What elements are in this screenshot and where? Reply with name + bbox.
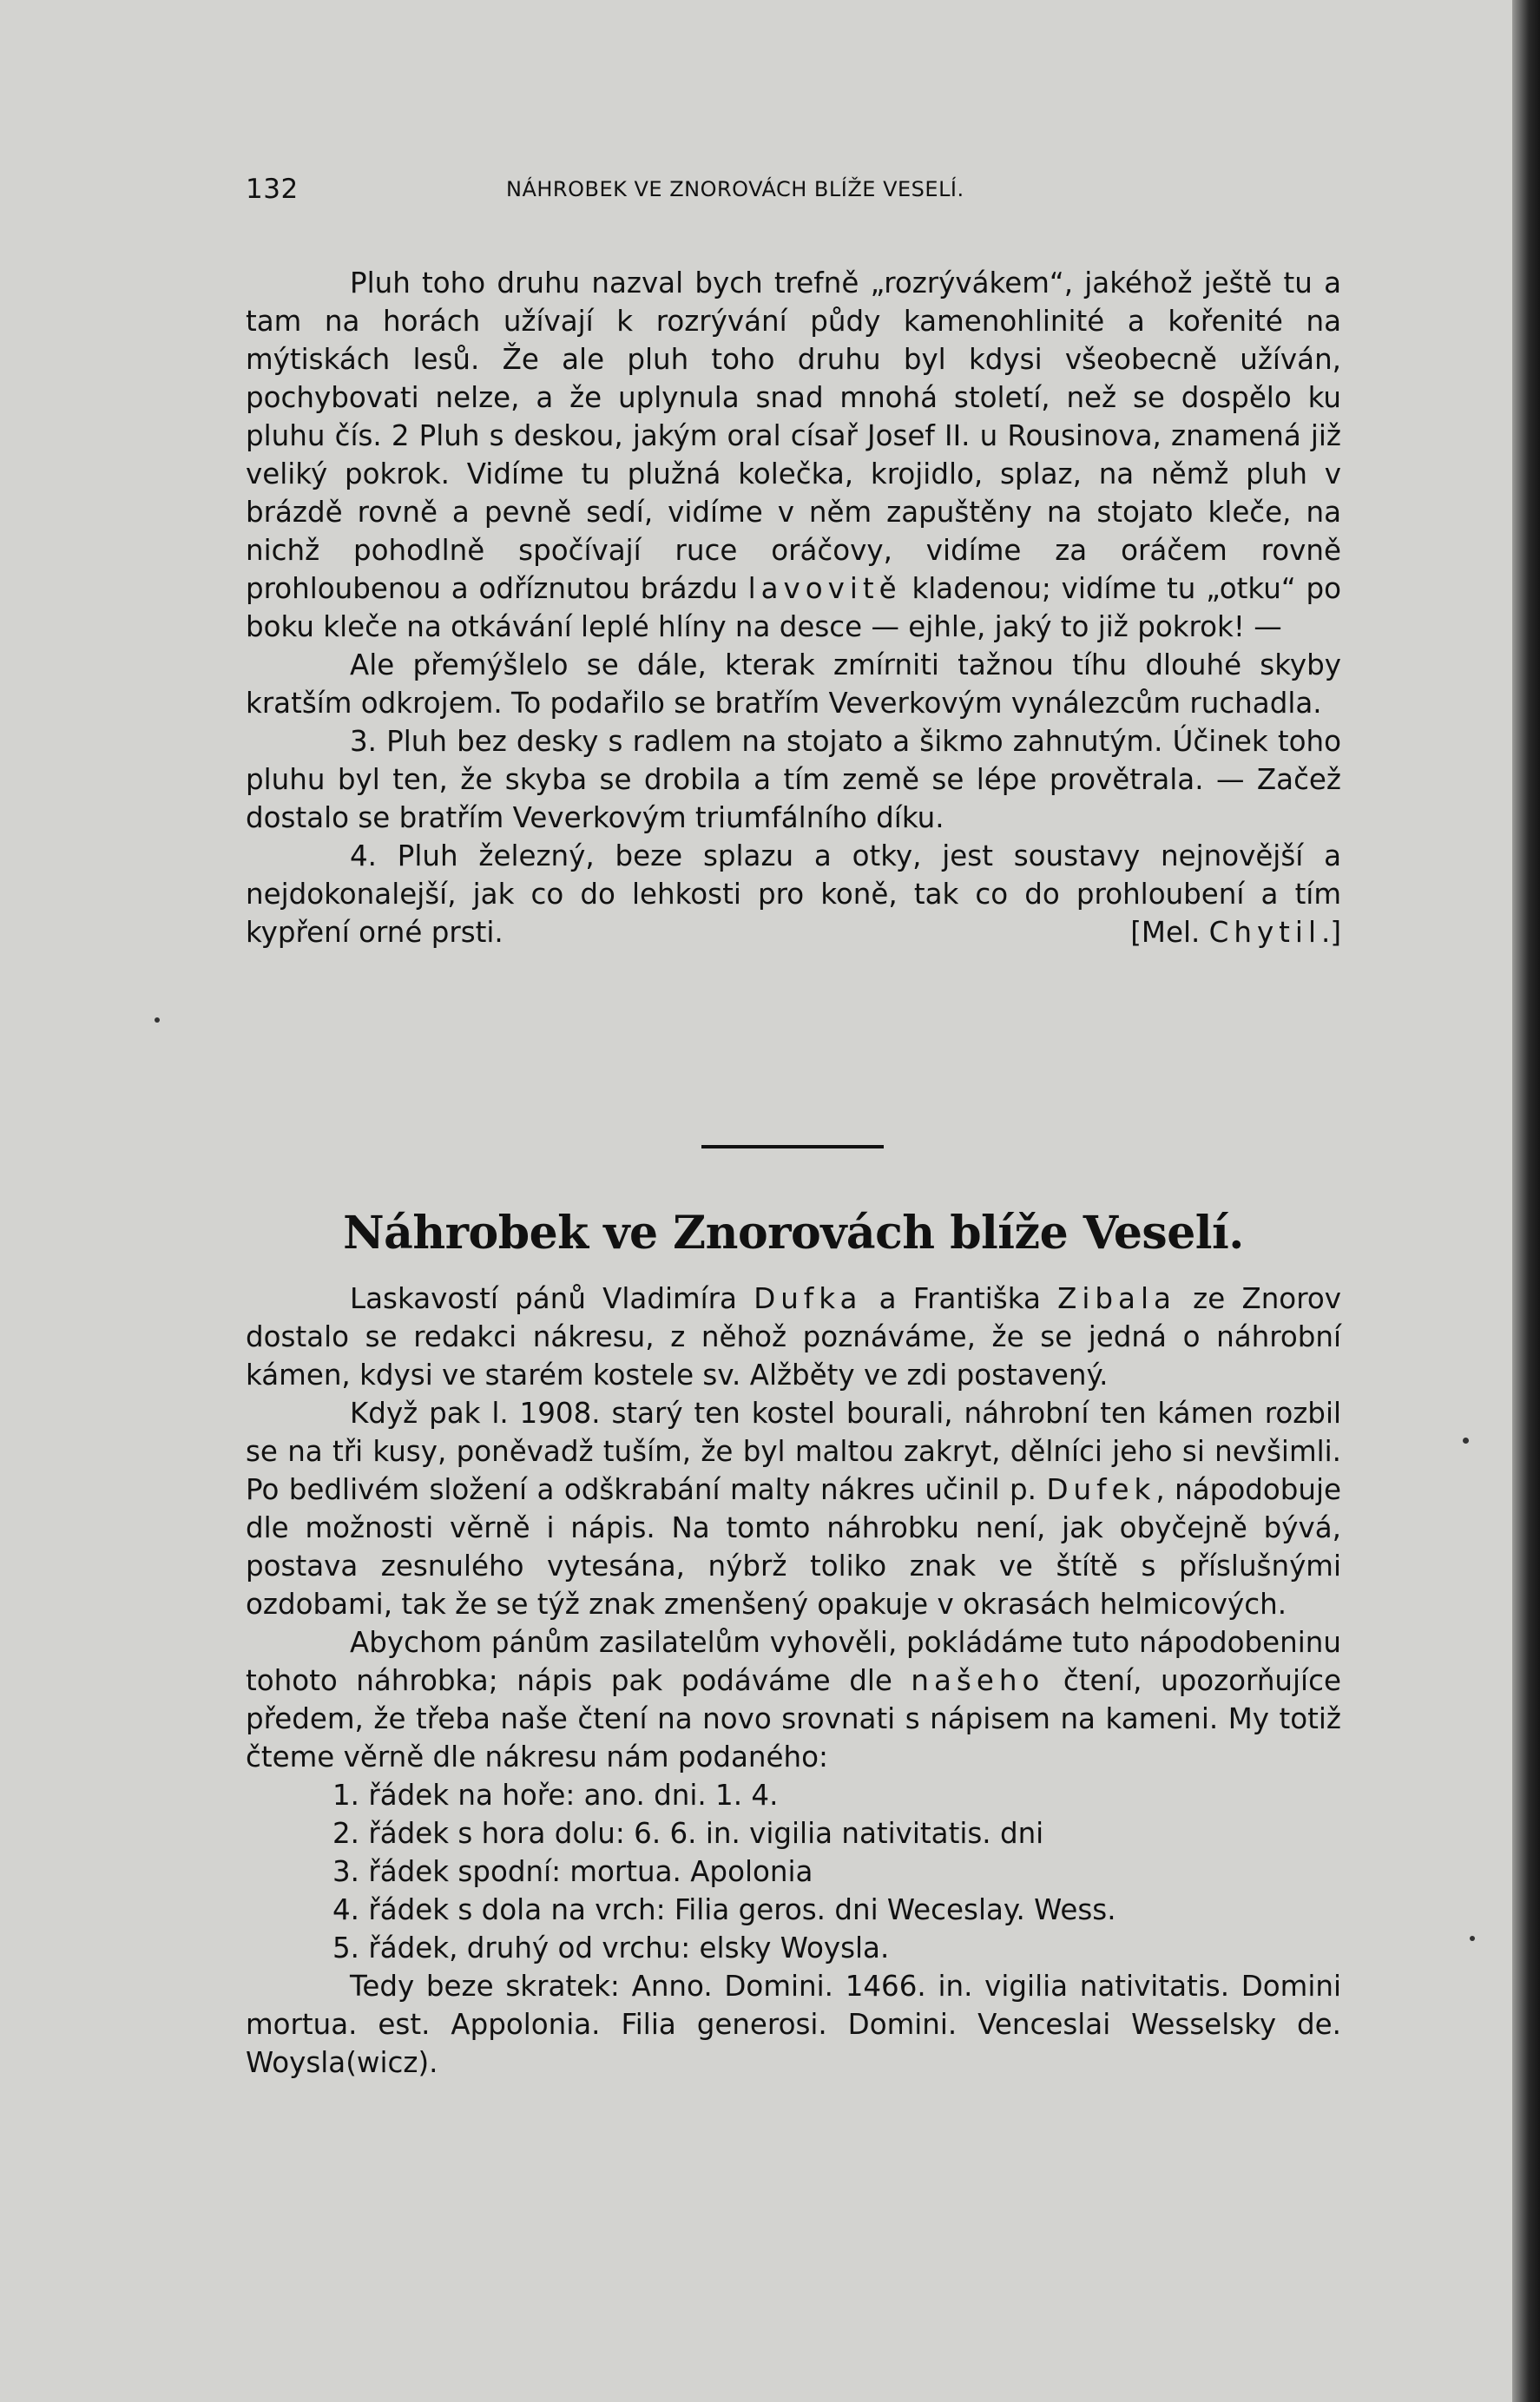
name-dufek: Dufek (1046, 1473, 1156, 1506)
scan-speck (1470, 1936, 1475, 1941)
section-divider (701, 1145, 884, 1148)
page-header (246, 174, 1341, 208)
paragraph-transcription: Tedy beze skratek: Anno. Domini. 1466. in. vigilia nativitatis. Domini mortua. est. Appolonia. Filia generosi. Domini. Venceslai Wesselsky de. Woysla(wicz). (246, 1970, 1341, 2079)
paragraph-intro: Laskavostí pánů Vladimíra Dufka a Františka Zibala ze Znorov dostalo se redakci nákresu, z něhož poznáváme, že se jedná o náhrobní kámen, kdysi ve starém kostele sv. Alžběty ve zdi postavený. (246, 1282, 1341, 1392)
article-title: Náhrobek ve Znorovách blíže Veselí. (343, 1207, 1244, 1260)
article-body (246, 1280, 1341, 2082)
name-dufka: Dufka (754, 1282, 863, 1315)
page-number: 132 (246, 174, 299, 205)
inscription-rows (246, 1776, 1341, 1967)
paragraph-demolition: Když pak l. 1908. starý ten kostel bourali, náhrobní ten kámen rozbil se na tři kusy, poněvadž tuším, že byl maltou zakryt, dělníci jeho si nevšimli. Po bedlivém složení a odškrabání malty nákres učinil p. Dufek, nápodobuje dle možnosti věrně i nápis. Na tomto náhrobku není, jak obyčejně bývá, postava zesnulého vytesána, nýbrž toliko znak ve štítě s příslušnými ozdobami, tak že se týž znak zmenšený opakuje v okrasách helmicových. (246, 1397, 1341, 1621)
spaced-word: našeho (911, 1664, 1045, 1697)
paragraph-plough-4: 4. Pluh železný, beze splazu a otky, jest soustavy nejnovější a nejdokonalejší, jak co do lehkosti pro koně, tak co do prohloubení a tím kypření orné prsti. [Mel. Chytil.] (246, 837, 1341, 951)
paragraph-veverka: Ale přemýšlelo se dále, kterak zmírniti tažnou tíhu dlouhé skyby kratším odkrojem. To podařilo se bratřím Veverkovým vynálezcům ruchadla. (246, 648, 1341, 720)
signature: [Mel. Chytil.] (1130, 916, 1341, 949)
inscription-row: 1. řádek na hoře: ano. dni. 1. 4. (332, 1779, 779, 1812)
spaced-word: lavovitě (747, 572, 902, 605)
plough-section (246, 264, 1341, 951)
inscription-row: 2. řádek s hora dolu: 6. 6. in. vigilia nativitatis. dni (332, 1817, 1044, 1850)
scan-speck (1463, 1438, 1469, 1444)
inscription-row: 4. řádek s dola na vrch: Filia geros. dni Weceslay. Wess. (332, 1893, 1116, 1926)
inscription-row: 5. řádek, druhý od vrchu: elsky Woysla. (332, 1931, 890, 1964)
paragraph-inscription: Abychom pánům zasilatelům vyhověli, pokládáme tuto nápodobeninu tohoto náhrobka; nápis pak podáváme dle našeho čtení, upozorňujíce předem, že třeba naše čtení na novo srovnati s nápisem na kameni. My totiž čteme věrně dle nákresu nám podaného: (246, 1626, 1341, 1774)
name-zibala: Zibala (1057, 1282, 1176, 1315)
inscription-row: 3. řádek spodní: mortua. Apolonia (332, 1855, 813, 1888)
paragraph-plough-3: 3. Pluh bez desky s radlem na stojato a šikmo zahnutým. Účinek toho pluhu byl ten, že skyba se drobila a tím země se lépe provětrala. — Začež dostalo se bratřím Veverkovým triumfálního díku. (246, 725, 1341, 834)
paragraph-rozryvak: Pluh toho druhu nazval bych trefně „rozrývákem“, jakéhož ještě tu a tam na horách užívají k rozrývání půdy kamenohlinité a kořenité na mýtiskách lesů. Že ale pluh toho druhu byl kdysi všeobecně užíván, pochybovati nelze, a že uplynula snad mnohá století, než se dospělo ku pluhu čís. 2 Pluh s deskou, jakým oral císař Josef II. u Rousinova, znamená již veliký pokrok. Vidíme tu plužná kolečka, krojidlo, splaz, na němž pluh v brázdě rovně a pevně sedí, vidíme v něm zapuštěny na stojato kleče, na nichž pohodlně spočívají ruce oráčovy, vidíme za oráčem rovně prohloubenou a odříznutou brázdu lavovitě kladenou; vidíme tu „otku“ po boku kleče na otkávání leplé hlíny na desce — ejhle, jaký to již pokrok! — (246, 267, 1341, 643)
scan-speck (155, 1017, 160, 1023)
running-title: NÁHROBEK VE ZNOROVÁCH BLÍŽE VESELÍ. (506, 177, 964, 201)
page-edge-shadow (1512, 0, 1540, 2402)
